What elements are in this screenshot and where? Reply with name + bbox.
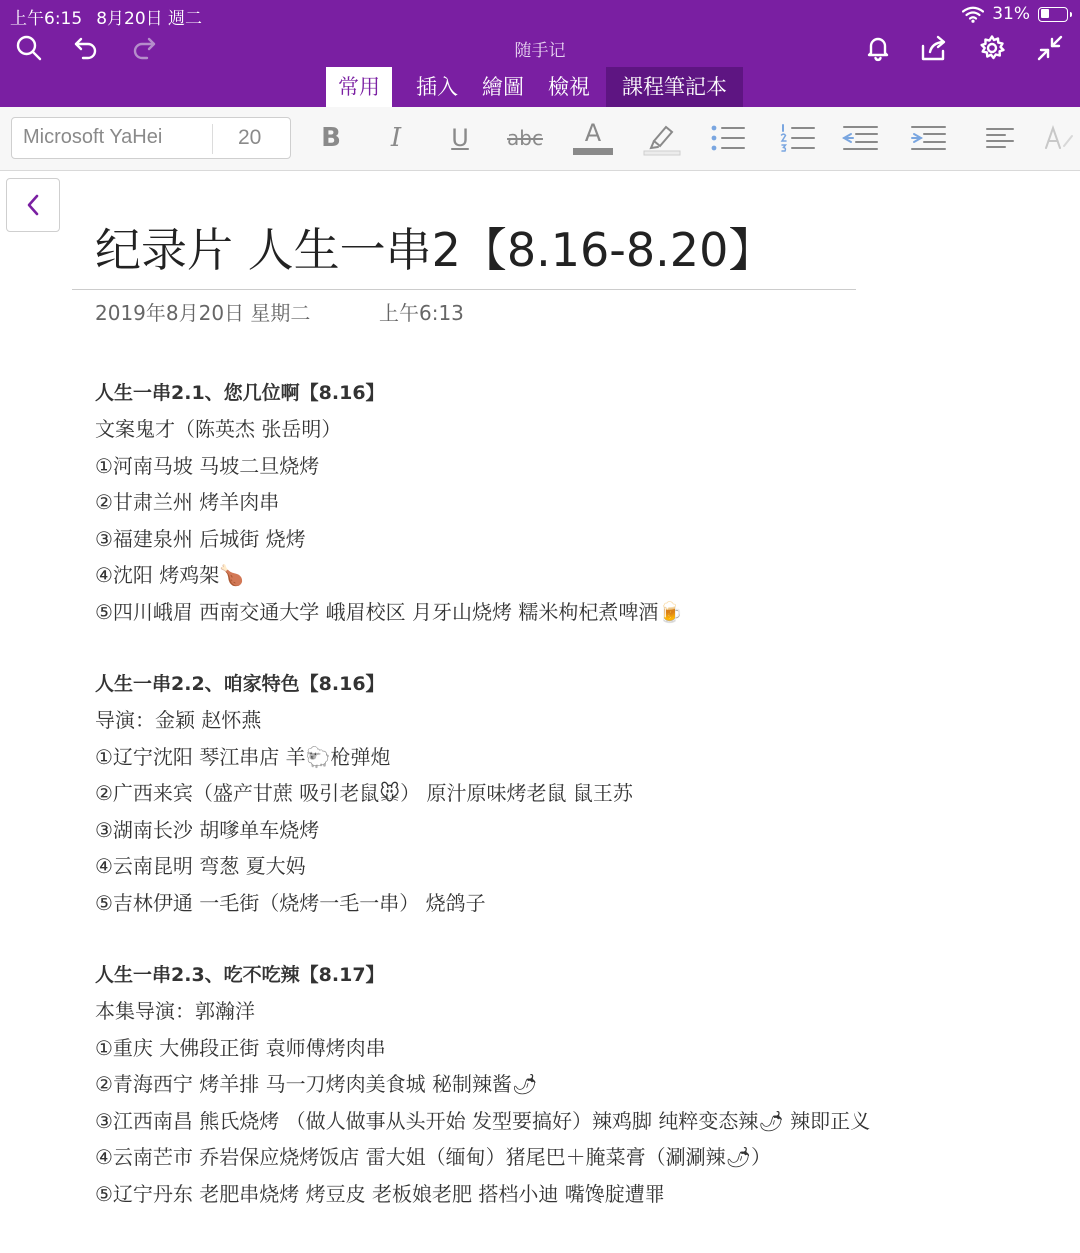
strikethrough-label: abc — [507, 126, 543, 150]
redo-icon[interactable] — [124, 28, 164, 68]
tab-draw[interactable]: 繪圖 — [482, 75, 524, 99]
note-line[interactable]: ③江西南昌 熊氏烧烤 （做人做事从头开始 发型要搞好）辣鸡脚 纯粹变态辣🌶 辣即正义 — [95, 1108, 871, 1133]
note-line[interactable]: ①辽宁沈阳 琴江串店 羊🐑枪弹炮 — [95, 744, 391, 769]
clear-formatting-icon[interactable] — [1040, 117, 1080, 159]
highlighter-icon[interactable] — [640, 117, 684, 159]
note-section — [95, 671, 1055, 926]
status-time: 上午6:15 — [10, 9, 83, 29]
note-section — [95, 380, 1055, 635]
italic-label: I — [390, 123, 402, 153]
note-line[interactable]: ⑤辽宁丹东 老肥串烧烤 烤豆皮 老板娘老肥 搭档小迪 嘴馋腚遭罪 — [95, 1181, 665, 1206]
note-line[interactable]: ①河南马坡 马坡二旦烧烤 — [95, 453, 320, 478]
ribbon-tabs — [326, 67, 743, 107]
underline-button[interactable] — [445, 117, 475, 159]
note-line[interactable]: ④云南芒市 乔岩保应烧烤饭店 雷大姐（缅甸）猪尾巴＋腌菜膏（涮涮辣🌶） — [95, 1145, 772, 1169]
align-left-icon[interactable] — [978, 117, 1018, 159]
note-section — [95, 962, 1055, 1217]
status-bar — [0, 0, 1080, 28]
share-icon[interactable] — [914, 28, 954, 68]
note-line[interactable]: ⑤四川峨眉 西南交通大学 峨眉校区 月牙山烧烤 糯米枸杞煮啤酒🍺 — [95, 599, 684, 624]
font-name[interactable]: Microsoft YaHei — [23, 126, 163, 148]
section-heading[interactable]: 人生一串2.3、吃不吃辣【8.17】 — [95, 964, 385, 986]
note-line[interactable]: ③湖南长沙 胡嗲单车烧烤 — [95, 817, 320, 842]
format-toolbar — [0, 107, 1080, 171]
battery-percent: 31% — [992, 4, 1030, 24]
note-line[interactable]: ②甘肃兰州 烤羊肉串 — [95, 490, 280, 514]
strikethrough-button[interactable] — [505, 117, 545, 159]
bold-button[interactable] — [316, 117, 346, 159]
decrease-indent-icon[interactable] — [840, 117, 880, 159]
note-line[interactable]: ②广西来宾（盛产甘蔗 吸引老鼠🐭） 原汁原味烤老鼠 鼠王苏 — [95, 781, 633, 805]
chevron-left-icon — [23, 192, 43, 218]
bullet-list-icon[interactable] — [708, 117, 748, 159]
bold-label: B — [321, 123, 341, 153]
font-color-label: A — [584, 119, 602, 147]
increase-indent-icon[interactable] — [908, 117, 948, 159]
status-left — [10, 4, 216, 29]
font-size[interactable]: 20 — [238, 126, 262, 149]
note-line[interactable]: 文案鬼才（陈英杰 张岳明） — [95, 417, 342, 441]
tab-insert[interactable]: 插入 — [416, 75, 458, 99]
bell-icon[interactable] — [858, 28, 898, 68]
tab-class-notebook[interactable]: 課程筆記本 — [606, 67, 743, 107]
font-color-swatch — [573, 148, 613, 155]
search-icon[interactable] — [9, 28, 49, 68]
font-selector[interactable] — [11, 117, 291, 159]
underline-label: U — [451, 124, 469, 152]
note-line[interactable]: ④云南昆明 弯葱 夏大妈 — [95, 854, 306, 878]
page-date: 2019年8月20日 星期二 — [95, 301, 311, 325]
back-button[interactable] — [6, 178, 60, 232]
tab-view[interactable]: 檢視 — [548, 75, 590, 99]
collapse-icon[interactable] — [1030, 28, 1070, 68]
wifi-icon — [962, 6, 984, 23]
page-time: 上午6:13 — [379, 301, 464, 325]
italic-button[interactable] — [381, 117, 411, 159]
note-line[interactable]: 本集导演：郭瀚洋 — [95, 999, 255, 1023]
numbered-list-icon[interactable] — [778, 117, 818, 159]
note-line[interactable]: 导演：金颖 赵怀燕 — [95, 708, 262, 732]
note-line[interactable]: ③福建泉州 后城街 烧烤 — [95, 526, 306, 551]
note-line[interactable]: ④沈阳 烤鸡架🍗 — [95, 563, 245, 587]
section-heading[interactable]: 人生一串2.1、您几位啊【8.16】 — [95, 382, 385, 404]
title-divider — [72, 289, 856, 290]
note-line[interactable]: ①重庆 大佛段正街 袁师傅烤肉串 — [95, 1035, 386, 1060]
app-header — [0, 0, 1080, 107]
note-content[interactable] — [95, 380, 1055, 1253]
page-title[interactable]: 纪录片 人生一串2【8.16-8.20】 — [95, 223, 775, 277]
note-line[interactable]: ②青海西宁 烤羊排 马一刀烤肉美食城 秘制辣酱🌶 — [95, 1072, 538, 1096]
font-divider — [212, 124, 213, 154]
font-color-button[interactable] — [572, 117, 614, 159]
undo-icon[interactable] — [66, 28, 106, 68]
tab-home[interactable]: 常用 — [326, 67, 392, 107]
battery-icon — [1038, 7, 1068, 22]
status-date: 8月20日 週二 — [96, 9, 203, 29]
app-title: 随手记 — [514, 41, 566, 61]
status-right — [962, 4, 1068, 24]
section-heading[interactable]: 人生一串2.2、咱家特色【8.16】 — [95, 673, 385, 695]
note-line[interactable]: ⑤吉林伊通 一毛街（烧烤一毛一串） 烧鸽子 — [95, 890, 486, 915]
gear-icon[interactable] — [972, 28, 1012, 68]
